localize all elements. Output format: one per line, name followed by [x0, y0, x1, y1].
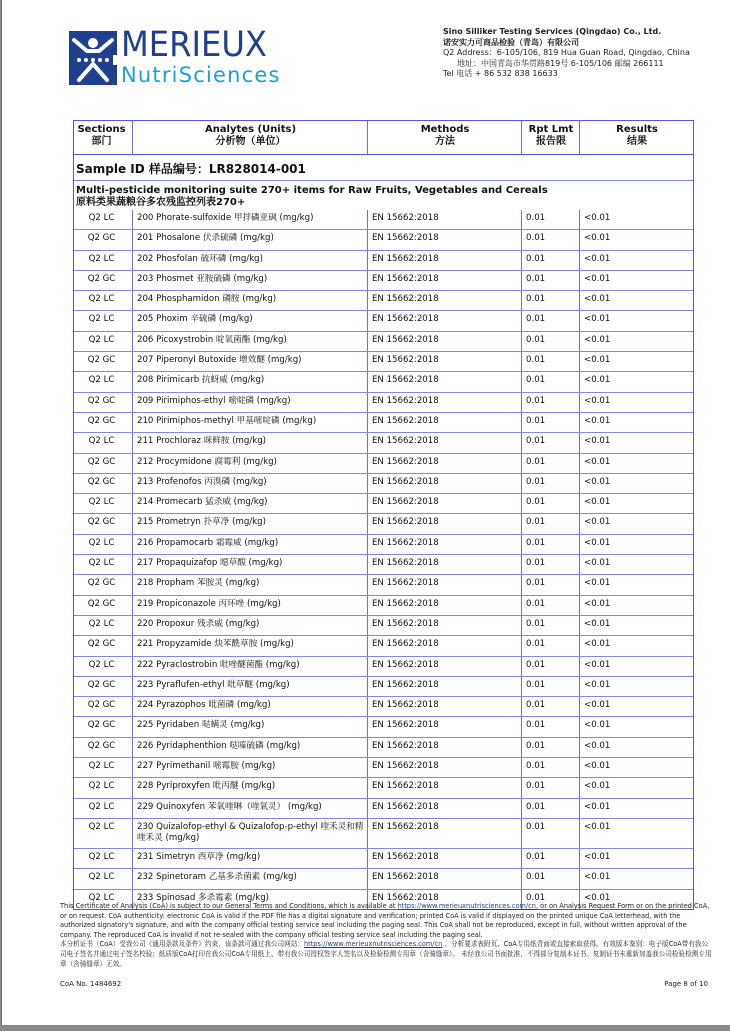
cell-method: EN 15662:2018	[367, 890, 521, 909]
table-row	[74, 270, 693, 290]
cell-rpt-lmt: 0.01	[521, 210, 579, 229]
cell-result: <0.01	[579, 230, 693, 249]
cell-analyte: 224 Pyrazophos 吡菌磷 (mg/kg)	[132, 697, 367, 716]
cell-rpt-lmt: 0.01	[521, 697, 579, 716]
table-row	[74, 331, 693, 351]
cell-rpt-lmt: 0.01	[521, 596, 579, 615]
cell-analyte: 200 Phorate-sulfoxide 甲拌磷亚砜 (mg/kg)	[132, 210, 367, 229]
table-row	[74, 371, 693, 391]
cell-result: <0.01	[579, 657, 693, 676]
cell-rpt-lmt: 0.01	[521, 657, 579, 676]
cell-method: EN 15662:2018	[367, 869, 521, 888]
cell-analyte: 211 Prochloraz 咪鲜胺 (mg/kg)	[132, 433, 367, 452]
cell-result: <0.01	[579, 393, 693, 412]
sample-id: Sample ID 样品编号：LR828014-001	[76, 162, 306, 176]
cell-rpt-lmt: 0.01	[521, 738, 579, 757]
table-row	[74, 757, 693, 777]
table-row	[74, 615, 693, 635]
cell-result: <0.01	[579, 433, 693, 452]
cell-rpt-lmt: 0.01	[521, 677, 579, 696]
cell-section: Q2 GC	[87, 578, 116, 589]
cell-method: EN 15662:2018	[367, 291, 521, 310]
table-row	[74, 595, 693, 615]
cell-result: <0.01	[579, 596, 693, 615]
cell-method: EN 15662:2018	[367, 738, 521, 757]
table-row	[74, 656, 693, 676]
table-row	[74, 310, 693, 330]
cell-section: Q2 LC	[88, 314, 115, 325]
cell-analyte: 205 Phoxim 辛硫磷 (mg/kg)	[132, 311, 367, 330]
cell-result: <0.01	[579, 271, 693, 290]
cell-rpt-lmt: 0.01	[521, 332, 579, 351]
cell-analyte: 209 Pirimiphos-ethyl 嘧啶磷 (mg/kg)	[132, 393, 367, 412]
cell-section: Q2 LC	[88, 872, 115, 883]
table-row	[74, 554, 693, 574]
page-number: Page 8 of 10	[664, 980, 708, 988]
table-row	[74, 696, 693, 716]
cell-section: Q2 LC	[88, 294, 115, 305]
cell-analyte: 217 Propaquizafop 噁草酸 (mg/kg)	[132, 555, 367, 574]
cell-method: EN 15662:2018	[367, 393, 521, 412]
table-row	[74, 868, 693, 888]
disclaimer-cn-part2: 、分析要求表附页、CoA专用纸背面或直接索取获得。有效版本鉴别：电子版CoA带有我公司电子签名并通过电子签名校验；纸质版CoA打印在我公司CoA专用纸上、带有我公司授权签字人签名以及检验检测专用章（含骑缝章）。 未经我公司书面批准，不得部分复制本证书。复制证书未重新加盖我公司检验检测专用章（含骑缝章）无效。	[60, 940, 712, 968]
col-header-sections: Sections 部门	[77, 124, 126, 147]
cell-section: Q2 GC	[87, 355, 116, 366]
cell-result: <0.01	[579, 535, 693, 554]
cell-result: <0.01	[579, 869, 693, 888]
cell-method: EN 15662:2018	[367, 494, 521, 513]
cell-section: Q2 LC	[88, 537, 115, 548]
table-row	[74, 513, 693, 533]
cell-section: Q2 LC	[88, 375, 115, 386]
table-body	[74, 210, 693, 909]
cell-result: <0.01	[579, 616, 693, 635]
cell-rpt-lmt: 0.01	[521, 372, 579, 391]
cell-rpt-lmt: 0.01	[521, 413, 579, 432]
cell-result: <0.01	[579, 890, 693, 909]
cell-section: Q2 GC	[87, 639, 116, 650]
cell-result: <0.01	[579, 372, 693, 391]
table-row	[74, 534, 693, 554]
cell-method: EN 15662:2018	[367, 535, 521, 554]
company-name-en: Sino Silliker Testing Services (Qingdao) Co., Ltd.	[443, 27, 662, 36]
company-tel: Tel 电话 + 86 532 838 16633	[443, 69, 558, 79]
cell-analyte: 227 Pyrimethanil 嘧霉胺 (mg/kg)	[132, 758, 367, 777]
cell-rpt-lmt: 0.01	[521, 778, 579, 797]
cell-method: EN 15662:2018	[367, 657, 521, 676]
cell-method: EN 15662:2018	[367, 474, 521, 493]
cell-result: <0.01	[579, 210, 693, 229]
cell-section: Q2 LC	[88, 213, 115, 223]
cell-rpt-lmt: 0.01	[521, 393, 579, 412]
cell-section: Q2 GC	[87, 456, 116, 467]
document-page	[1, 0, 730, 1025]
company-address-cn: 地址：中国青岛市华贯路819号 6-105/106 邮编 266111	[457, 58, 664, 68]
table-row	[74, 412, 693, 432]
cell-rpt-lmt: 0.01	[521, 433, 579, 452]
cell-result: <0.01	[579, 697, 693, 716]
cell-section: Q2 GC	[87, 233, 116, 244]
cell-result: <0.01	[579, 332, 693, 351]
cell-analyte: 203 Phosmet 亚胺硫磷 (mg/kg)	[132, 271, 367, 290]
cell-method: EN 15662:2018	[367, 799, 521, 818]
cell-rpt-lmt: 0.01	[521, 474, 579, 493]
disclaimer-cn-part1: 本分析证书（CoA）受我公司《通用条款及条件》约束，该条款可通过我公司网站：	[60, 940, 304, 949]
cell-section: Q2 LC	[88, 618, 115, 629]
cell-section: Q2 GC	[87, 679, 116, 690]
cell-result: <0.01	[579, 575, 693, 594]
cell-result: <0.01	[579, 454, 693, 473]
cell-analyte: 232 Spinetoram 乙基多杀菌素 (mg/kg)	[132, 869, 367, 888]
cell-rpt-lmt: 0.01	[521, 535, 579, 554]
cell-section: Q2 LC	[88, 851, 115, 862]
cell-result: <0.01	[579, 352, 693, 371]
cell-analyte: 222 Pyraclostrobin 吡唑醚菌酯 (mg/kg)	[132, 657, 367, 676]
cell-analyte: 210 Pirimiphos-methyl 甲基嘧啶磷 (mg/kg)	[132, 413, 367, 432]
cell-analyte: 226 Pyridaphenthion 哒嗪硫磷 (mg/kg)	[132, 738, 367, 757]
cell-rpt-lmt: 0.01	[521, 311, 579, 330]
table-row	[74, 351, 693, 371]
cell-rpt-lmt: 0.01	[521, 849, 579, 868]
cell-analyte: 231 Simetryn 西草净 (mg/kg)	[132, 849, 367, 868]
cell-analyte: 216 Propamocarb 霜霉威 (mg/kg)	[132, 535, 367, 554]
cell-analyte: 206 Picoxystrobin 啶氧菌酯 (mg/kg)	[132, 332, 367, 351]
cell-rpt-lmt: 0.01	[521, 616, 579, 635]
disclaimer	[60, 902, 712, 969]
table-row	[74, 798, 693, 818]
cell-rpt-lmt: 0.01	[521, 494, 579, 513]
cell-analyte: 225 Pyridaben 哒螨灵 (mg/kg)	[132, 717, 367, 736]
table-header	[74, 121, 693, 155]
cell-method: EN 15662:2018	[367, 677, 521, 696]
cell-section: Q2 GC	[87, 395, 116, 406]
company-info	[443, 27, 690, 80]
cell-rpt-lmt: 0.01	[521, 352, 579, 371]
cell-result: <0.01	[579, 494, 693, 513]
cell-analyte: 220 Propoxur 残杀威 (mg/kg)	[132, 616, 367, 635]
cell-method: EN 15662:2018	[367, 433, 521, 452]
table-row	[74, 574, 693, 594]
cell-section: Q2 LC	[88, 801, 115, 812]
table-row	[74, 818, 693, 848]
cell-analyte: 212 Procymidone 腐霉利 (mg/kg)	[132, 454, 367, 473]
cell-method: EN 15662:2018	[367, 454, 521, 473]
cell-rpt-lmt: 0.01	[521, 819, 579, 848]
cell-result: <0.01	[579, 677, 693, 696]
table-row	[74, 392, 693, 412]
cell-method: EN 15662:2018	[367, 616, 521, 635]
cell-section: Q2 GC	[87, 720, 116, 731]
cell-method: EN 15662:2018	[367, 596, 521, 615]
cell-method: EN 15662:2018	[367, 717, 521, 736]
logo-subtitle: NutriSciences	[121, 63, 281, 87]
cell-result: <0.01	[579, 311, 693, 330]
cell-rpt-lmt: 0.01	[521, 271, 579, 290]
table-row	[74, 848, 693, 868]
cell-analyte: 218 Propham 苯胺灵 (mg/kg)	[132, 575, 367, 594]
cell-analyte: 219 Propiconazole 丙环唑 (mg/kg)	[132, 596, 367, 615]
cell-result: <0.01	[579, 636, 693, 655]
cell-rpt-lmt: 0.01	[521, 251, 579, 270]
cell-method: EN 15662:2018	[367, 636, 521, 655]
cell-section: Q2 GC	[87, 273, 116, 284]
table-row	[74, 635, 693, 655]
cell-result: <0.01	[579, 819, 693, 848]
cell-analyte: 229 Quinoxyfen 苯氧喹啉（喹氧灵） (mg/kg)	[132, 799, 367, 818]
table-row	[74, 716, 693, 736]
cell-section: Q2 LC	[88, 761, 115, 772]
cell-section: Q2 LC	[88, 892, 115, 903]
cell-section: Q2 LC	[88, 253, 115, 264]
cell-rpt-lmt: 0.01	[521, 758, 579, 777]
results-table	[73, 120, 694, 910]
cell-section: Q2 LC	[88, 497, 115, 508]
cell-result: <0.01	[579, 291, 693, 310]
cell-result: <0.01	[579, 251, 693, 270]
disclaimer-en-part2: , or on Analysis Request Form or on the printed CoA, or on request. CoA authenticity: electronic CoA is valid if the PDF file has a digital signature and verification; printed CoA is valid if displayed on the printed unique CoA letterhead, with the authorized signatory's signature, and with the company official testing service seal including the paging seal. This CoA shall not be reproduced, except in full, without written approval of the company. The reproduced CoA is invalid if not re-sealed with the company official testing service seal including the paging seal.	[60, 902, 710, 939]
cell-result: <0.01	[579, 413, 693, 432]
cell-result: <0.01	[579, 799, 693, 818]
cell-section: Q2 GC	[87, 700, 116, 711]
cell-result: <0.01	[579, 717, 693, 736]
cell-section: Q2 LC	[88, 781, 115, 792]
cell-result: <0.01	[579, 758, 693, 777]
cell-method: EN 15662:2018	[367, 778, 521, 797]
table-row	[74, 210, 693, 229]
cell-analyte: 223 Pyraflufen-ethyl 吡草醚 (mg/kg)	[132, 677, 367, 696]
table-row	[74, 432, 693, 452]
cell-analyte: 228 Pyriproxyfen 吡丙醚 (mg/kg)	[132, 778, 367, 797]
cell-analyte: 221 Propyzamide 炔苯酰草胺 (mg/kg)	[132, 636, 367, 655]
cell-rpt-lmt: 0.01	[521, 555, 579, 574]
cell-section: Q2 LC	[88, 558, 115, 569]
logo-figure-icon	[69, 31, 117, 85]
suite-title-en: Multi-pesticide monitoring suite 270+ items for Raw Fruits, Vegetables and Cereals	[76, 185, 548, 196]
table-row	[74, 493, 693, 513]
cell-method: EN 15662:2018	[367, 372, 521, 391]
table-row	[74, 777, 693, 797]
cell-method: EN 15662:2018	[367, 697, 521, 716]
cell-section: Q2 GC	[87, 740, 116, 751]
cell-method: EN 15662:2018	[367, 575, 521, 594]
company-name-cn: 诺安实力可商品检验（青岛）有限公司	[443, 37, 579, 47]
suite-title	[74, 180, 693, 210]
cell-method: EN 15662:2018	[367, 413, 521, 432]
col-header-analytes: Analytes (Units) 分析物（单位）	[132, 121, 367, 154]
cell-rpt-lmt: 0.01	[521, 514, 579, 533]
cell-method: EN 15662:2018	[367, 210, 521, 229]
cell-method: EN 15662:2018	[367, 758, 521, 777]
cell-result: <0.01	[579, 555, 693, 574]
cell-analyte: 215 Prometryn 扑草净 (mg/kg)	[132, 514, 367, 533]
cell-section: Q2 LC	[88, 334, 115, 345]
cell-rpt-lmt: 0.01	[521, 575, 579, 594]
cell-analyte: 201 Phosalone 伏杀硫磷 (mg/kg)	[132, 230, 367, 249]
company-address-en: Q2 Address：6-105/106, 819 Hua Guan Road, Qingdao, China	[443, 48, 690, 58]
disclaimer-en-part1: This Certificate of Analysis (CoA) is subject to our General Terms and Conditions, which is available at	[60, 902, 398, 910]
cell-method: EN 15662:2018	[367, 352, 521, 371]
table-row	[74, 676, 693, 696]
cell-method: EN 15662:2018	[367, 819, 521, 848]
terms-link-en[interactable]: https://www.merieuxnutrisciences.com/cn	[397, 902, 536, 910]
cell-rpt-lmt: 0.01	[521, 799, 579, 818]
cell-section: Q2 LC	[88, 821, 115, 832]
suite-title-cn: 原料类果蔬粮谷多农残监控列表270+	[76, 197, 246, 208]
cell-section: Q2 GC	[87, 476, 116, 487]
col-header-rpt-lmt: Rpt Lmt 报告限	[521, 121, 579, 154]
col-header-results: Results 结果	[579, 121, 693, 154]
cell-method: EN 15662:2018	[367, 311, 521, 330]
table-row	[74, 453, 693, 473]
table-row	[74, 250, 693, 270]
cell-rpt-lmt: 0.01	[521, 869, 579, 888]
cell-result: <0.01	[579, 514, 693, 533]
terms-link-cn[interactable]: https://www.merieuxnutrisciences.com/cn	[303, 940, 443, 949]
cell-analyte: 202 Phosfolan 硫环磷 (mg/kg)	[132, 251, 367, 270]
cell-result: <0.01	[579, 849, 693, 868]
cell-analyte: 230 Quizalofop-ethyl & Quizalofop-p-ethyl 喹禾灵和精喹禾灵 (mg/kg)	[132, 819, 367, 848]
cell-rpt-lmt: 0.01	[521, 454, 579, 473]
table-row	[74, 290, 693, 310]
table-row	[74, 473, 693, 493]
cell-rpt-lmt: 0.01	[521, 890, 579, 909]
cell-rpt-lmt: 0.01	[521, 636, 579, 655]
table-row	[74, 229, 693, 249]
cell-method: EN 15662:2018	[367, 271, 521, 290]
cell-analyte: 204 Phosphamidon 磷胺 (mg/kg)	[132, 291, 367, 310]
cell-analyte: 208 Pirimicarb 抗蚜威 (mg/kg)	[132, 372, 367, 391]
cell-section: Q2 LC	[88, 659, 115, 670]
cell-rpt-lmt: 0.01	[521, 230, 579, 249]
cell-analyte: 214 Promecarb 猛杀威 (mg/kg)	[132, 494, 367, 513]
coa-number: CoA No. 1484692	[60, 980, 122, 988]
cell-rpt-lmt: 0.01	[521, 717, 579, 736]
cell-section: Q2 GC	[87, 517, 116, 528]
cell-section: Q2 GC	[87, 598, 116, 609]
cell-method: EN 15662:2018	[367, 514, 521, 533]
logo-title: MERIEUX	[121, 25, 267, 65]
cell-method: EN 15662:2018	[367, 251, 521, 270]
cell-method: EN 15662:2018	[367, 555, 521, 574]
cell-section: Q2 LC	[88, 436, 115, 447]
col-header-methods: Methods 方法	[367, 121, 521, 154]
cell-method: EN 15662:2018	[367, 332, 521, 351]
cell-section: Q2 GC	[87, 415, 116, 426]
cell-analyte: 233 Spinosad 多杀霉素 (mg/kg)	[132, 890, 367, 909]
table-row	[74, 737, 693, 757]
cell-method: EN 15662:2018	[367, 230, 521, 249]
cell-result: <0.01	[579, 778, 693, 797]
cell-method: EN 15662:2018	[367, 849, 521, 868]
cell-analyte: 207 Piperonyl Butoxide 增效醚 (mg/kg)	[132, 352, 367, 371]
cell-result: <0.01	[579, 738, 693, 757]
cell-result: <0.01	[579, 474, 693, 493]
cell-rpt-lmt: 0.01	[521, 291, 579, 310]
merieux-logo	[69, 25, 299, 87]
cell-analyte: 213 Profenofos 丙溴磷 (mg/kg)	[132, 474, 367, 493]
